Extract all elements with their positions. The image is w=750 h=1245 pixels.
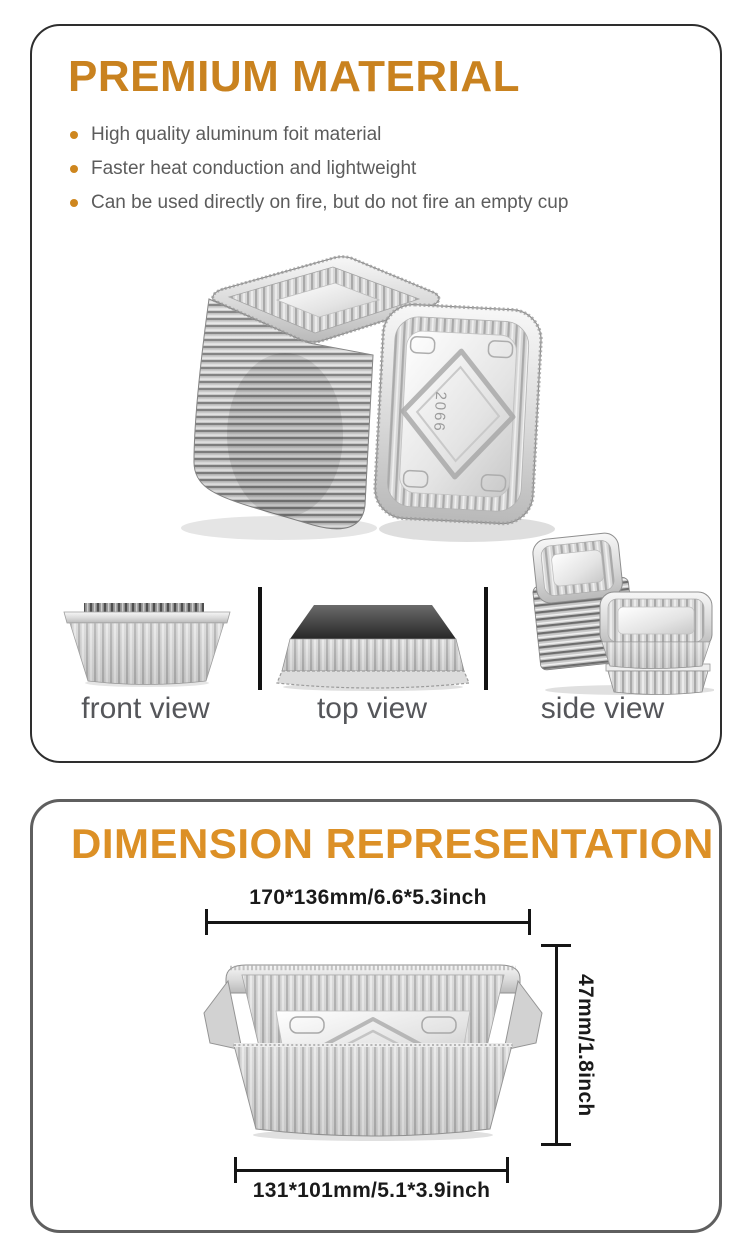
bullet-text: Can be used directly on fire, but do not fire an empty cup bbox=[91, 192, 569, 213]
view-divider bbox=[258, 587, 262, 690]
bullet-item bbox=[70, 192, 568, 213]
bullet-text: High quality aluminum foit material bbox=[91, 124, 382, 145]
bullet-item bbox=[70, 124, 568, 145]
dimension-representation-card bbox=[30, 799, 722, 1233]
product-stamp: 2066 bbox=[430, 390, 450, 434]
front-view-photo bbox=[62, 594, 232, 687]
dimension-tray-photo bbox=[198, 953, 548, 1143]
bullet-dot-icon bbox=[70, 165, 78, 173]
view-label-side: side view bbox=[540, 692, 665, 725]
dim-width-top-line bbox=[206, 921, 530, 924]
bullet-text: Faster heat conduction and lightweight bbox=[91, 158, 417, 179]
premium-title: PREMIUM MATERIAL bbox=[68, 52, 521, 101]
top-view-photo bbox=[270, 597, 474, 692]
view-label-top: top view bbox=[316, 692, 428, 725]
feature-bullet-list bbox=[70, 124, 568, 226]
bullet-dot-icon bbox=[70, 199, 78, 207]
dim-width-bottom-label: 131*101mm/5.1*3.9inch bbox=[252, 1179, 491, 1202]
side-view-photo bbox=[510, 530, 714, 697]
view-divider bbox=[484, 587, 488, 690]
dim-tick bbox=[205, 909, 208, 935]
premium-material-card bbox=[30, 24, 722, 763]
dim-tick bbox=[541, 1143, 571, 1146]
dim-width-top-label: 170*136mm/6.6*5.3inch bbox=[249, 886, 487, 909]
view-label-front: front view bbox=[81, 692, 210, 725]
dim-height-label: 47mm/1.8inch bbox=[574, 973, 597, 1117]
dim-tick bbox=[528, 909, 531, 935]
dim-width-bottom-line bbox=[235, 1169, 508, 1172]
dim-height-line bbox=[555, 945, 558, 1145]
dimensions-title: DIMENSION REPRESENTATION bbox=[71, 820, 714, 867]
bullet-dot-icon bbox=[70, 131, 78, 139]
bullet-item bbox=[70, 158, 568, 179]
leaning-tray-illustration bbox=[374, 303, 543, 525]
hero-product-photo bbox=[167, 255, 597, 565]
